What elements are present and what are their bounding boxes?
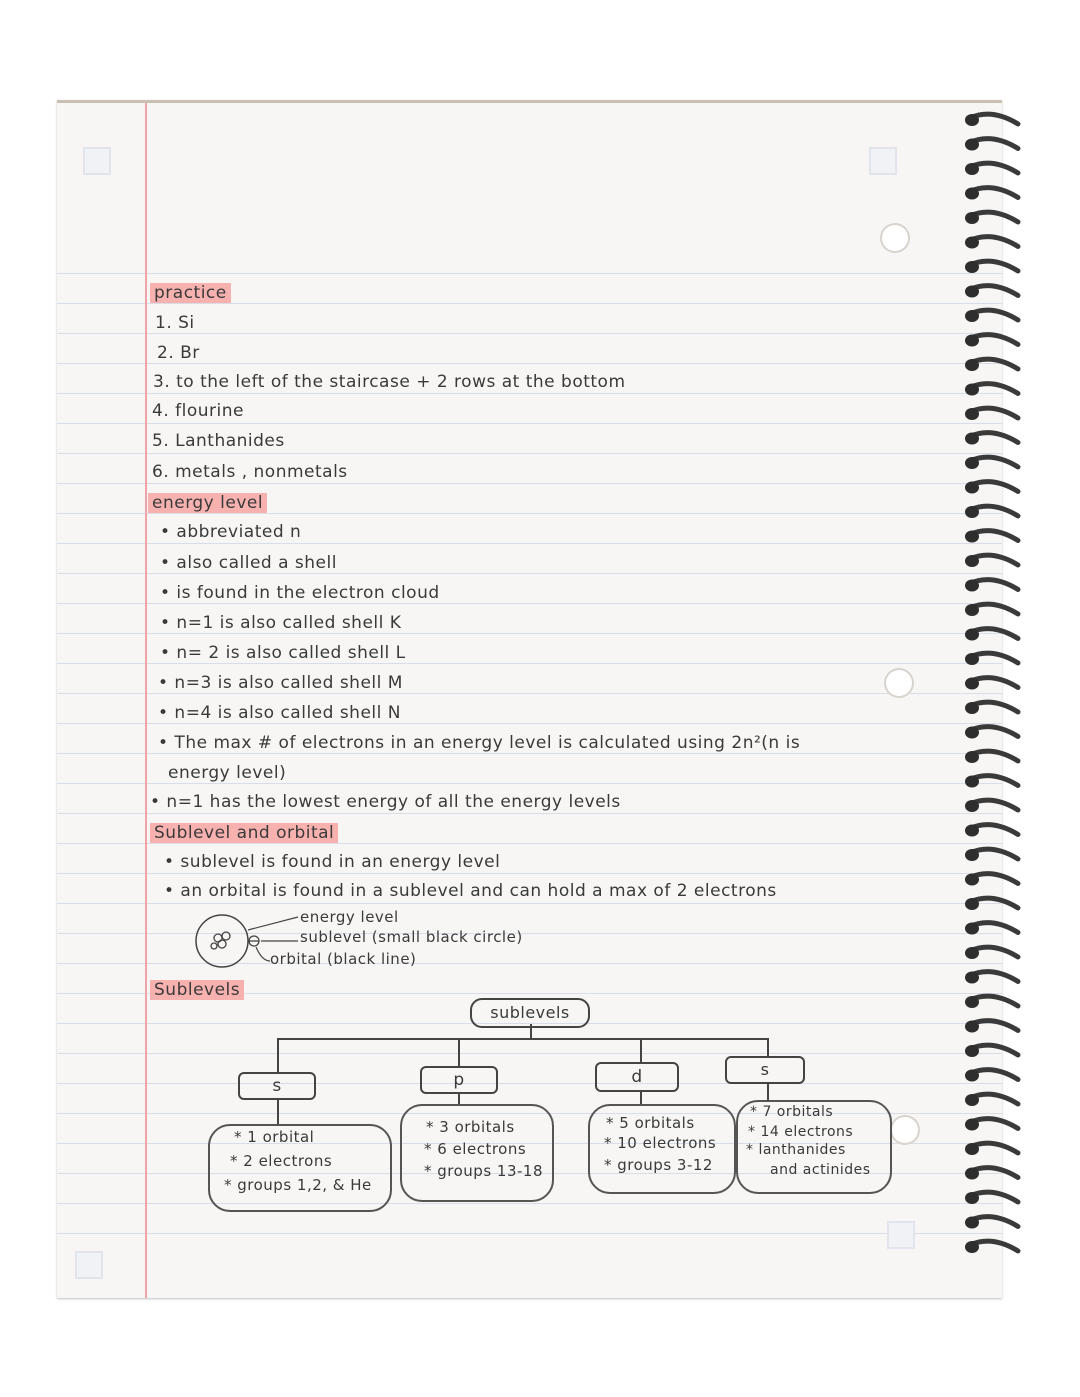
energy-bullet: • n=3 is also called shell M	[158, 673, 403, 693]
practice-item-6: 6. metals , nonmetals	[152, 462, 348, 482]
tree-connector	[767, 1082, 769, 1100]
corner-mark-icon	[83, 147, 111, 175]
rule-line	[57, 303, 1002, 304]
energy-bullet: • The max # of electrons in an energy level is calculated using 2n²(n is	[158, 733, 801, 753]
energy-bullet: • n= 2 is also called shell L	[160, 643, 406, 663]
rule-line	[57, 423, 1002, 424]
energy-bullet-continued: energy level)	[168, 763, 287, 783]
f-detail: * 14 electrons	[748, 1124, 854, 1140]
sublevel-bullet: • an orbital is found in a sublevel and can hold a max of 2 electrons	[164, 881, 777, 901]
tree-connector	[640, 1038, 642, 1062]
rule-line	[57, 1233, 1002, 1234]
s-detail: * 1 orbital	[234, 1128, 315, 1146]
tree-connector	[277, 1038, 767, 1040]
p-detail: * groups 13-18	[424, 1162, 544, 1180]
energy-bullet: • also called a shell	[160, 553, 337, 573]
energy-bullet: • n=4 is also called shell N	[158, 703, 401, 723]
corner-mark-icon	[869, 147, 897, 175]
rule-line	[57, 513, 1002, 514]
energy-bullet: • n=1 has the lowest energy of all the energy levels	[150, 792, 621, 812]
diagram-label-energy-level: energy level	[300, 908, 399, 926]
energy-level-heading: energy level	[148, 493, 267, 513]
sublevel-orbital-heading: Sublevel and orbital	[150, 823, 338, 843]
practice-item-4: 4. flourine	[152, 401, 244, 421]
sublevel-node-s	[238, 1072, 316, 1100]
sublevels-heading: Sublevels	[150, 980, 244, 1000]
corner-mark-icon	[75, 1251, 103, 1279]
rule-line	[57, 1083, 1002, 1084]
diagram-label-orbital: orbital (black line)	[270, 950, 417, 968]
diagram-label-sublevel: sublevel (small black circle)	[300, 928, 523, 946]
sublevels-root-label: sublevels	[490, 1003, 570, 1022]
rule-line	[57, 453, 1002, 454]
practice-item-3: 3. to the left of the staircase + 2 rows at the bottom	[153, 372, 626, 392]
sublevel-node-label: p	[453, 1070, 465, 1090]
energy-bullet: • is found in the electron cloud	[160, 583, 440, 603]
f-detail: * 7 orbitals	[750, 1104, 834, 1120]
tree-connector	[530, 1024, 532, 1038]
energy-bullet: • abbreviated n	[160, 522, 302, 542]
d-detail: * 10 electrons	[604, 1134, 717, 1152]
rule-line	[57, 663, 1002, 664]
margin-line	[145, 103, 147, 1298]
p-detail: * 3 orbitals	[426, 1118, 515, 1136]
tree-connector	[277, 1098, 279, 1124]
rule-line	[57, 843, 1002, 844]
tree-connector	[767, 1038, 769, 1058]
punch-hole	[884, 668, 914, 698]
practice-item-2: 2. Br	[157, 343, 200, 363]
d-detail: * 5 orbitals	[606, 1114, 695, 1132]
sublevel-node-d	[595, 1062, 679, 1092]
rule-line	[57, 1053, 1002, 1054]
rule-line	[57, 483, 1002, 484]
rule-line	[57, 633, 1002, 634]
sublevel-node-label: s	[760, 1060, 770, 1079]
practice-item-1: 1. Si	[155, 313, 195, 333]
rule-line	[57, 723, 1002, 724]
p-detail: * 6 electrons	[424, 1140, 527, 1158]
rule-line	[57, 783, 1002, 784]
energy-bullet: • n=1 is also called shell K	[160, 613, 402, 633]
rule-line	[57, 873, 1002, 874]
punch-hole	[880, 223, 910, 253]
sublevel-node-label: s	[272, 1076, 282, 1096]
rule-line	[57, 273, 1002, 274]
tree-connector	[277, 1038, 279, 1072]
sublevel-bullet: • sublevel is found in an energy level	[164, 852, 501, 872]
rule-line	[57, 1203, 1002, 1204]
f-detail: * lanthanides	[746, 1142, 846, 1158]
rule-line	[57, 603, 1002, 604]
f-detail: and actinides	[770, 1162, 871, 1178]
rule-line	[57, 693, 1002, 694]
tree-connector	[640, 1090, 642, 1104]
rule-line	[57, 393, 1002, 394]
rule-line	[57, 753, 1002, 754]
tree-connector	[458, 1038, 460, 1066]
s-detail: * 2 electrons	[230, 1152, 333, 1170]
rule-line	[57, 363, 1002, 364]
practice-heading: practice	[150, 283, 231, 303]
sublevel-node-label: d	[631, 1067, 643, 1087]
rule-line	[57, 813, 1002, 814]
spiral-binding-icon	[962, 108, 1022, 1268]
rule-line	[57, 333, 1002, 334]
practice-item-5: 5. Lanthanides	[152, 431, 285, 451]
d-detail: * groups 3-12	[604, 1156, 713, 1174]
rule-line	[57, 573, 1002, 574]
corner-mark-icon	[887, 1221, 915, 1249]
sublevel-node-f	[725, 1056, 805, 1084]
s-detail: * groups 1,2, & He	[224, 1176, 372, 1194]
rule-line	[57, 903, 1002, 904]
rule-line	[57, 543, 1002, 544]
punch-hole	[890, 1115, 920, 1145]
sublevel-node-p	[420, 1066, 498, 1094]
